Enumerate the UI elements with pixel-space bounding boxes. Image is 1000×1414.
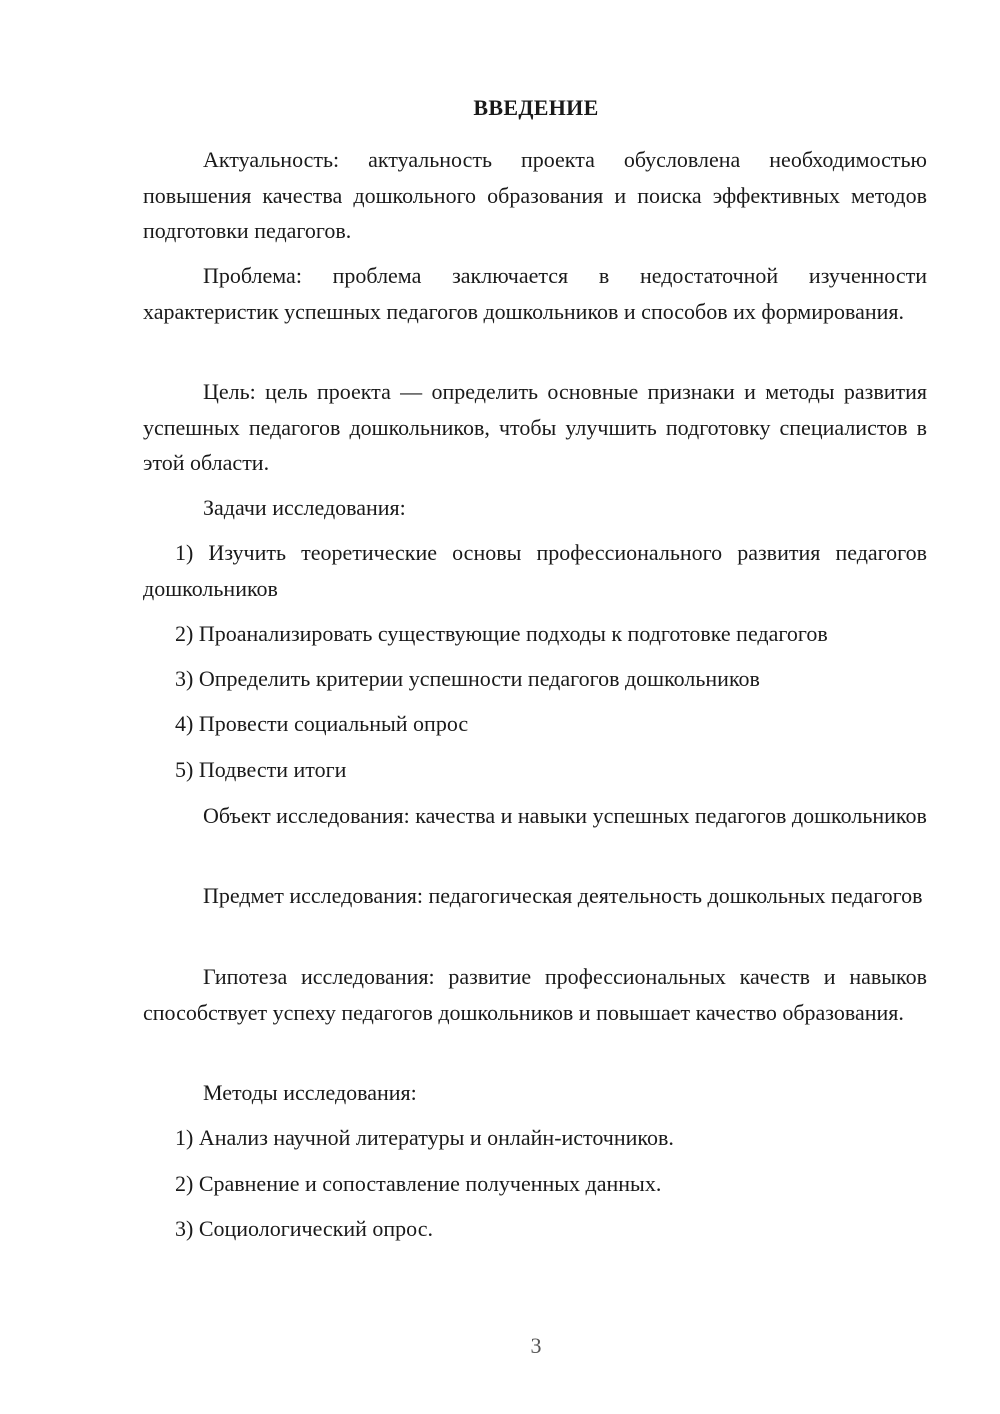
task-item-5: 5) Подвести итоги bbox=[175, 757, 347, 782]
page-number: 3 bbox=[530, 1333, 542, 1358]
hypothesis-paragraph: Гипотеза исследования: развитие профессиональных качеств и навыков способствует успеху педагогов дошкольников и повышает качество образования. bbox=[143, 964, 927, 1025]
goal-paragraph: Цель: цель проекта — определить основные признаки и методы развития успешных педагогов дошкольников, чтобы улучшить подготовку специалистов в этой области. bbox=[143, 379, 927, 475]
task-item-4: 4) Провести социальный опрос bbox=[175, 711, 469, 736]
method-item-1: 1) Анализ научной литературы и онлайн-источников. bbox=[175, 1125, 674, 1150]
method-item-3: 3) Социологический опрос. bbox=[175, 1216, 433, 1241]
page-title: ВВЕДЕНИЕ bbox=[473, 95, 599, 120]
method-item-2: 2) Сравнение и сопоставление полученных данных. bbox=[175, 1171, 662, 1196]
task-item-3: 3) Определить критерии успешности педагогов дошкольников bbox=[175, 666, 760, 691]
task-item-2: 2) Проанализировать существующие подходы к подготовке педагогов bbox=[175, 621, 828, 646]
subject-paragraph: Предмет исследования: педагогическая деятельность дошкольных педагогов bbox=[203, 883, 923, 908]
object-paragraph: Объект исследования: качества и навыки успешных педагогов дошкольников bbox=[203, 803, 927, 828]
relevance-paragraph: Актуальность: актуальность проекта обусловлена необходимостью повышения качества дошкольного образования и поиска эффективных методов подготовки педагогов. bbox=[143, 147, 927, 243]
problem-paragraph: Проблема: проблема заключается в недостаточной изученности характеристик успешных педагогов дошкольников и способов их формирования. bbox=[143, 263, 927, 324]
task-item-1: 1) Изучить теоретические основы профессионального развития педагогов дошкольников bbox=[143, 540, 927, 601]
methods-heading: Методы исследования: bbox=[203, 1080, 417, 1105]
tasks-heading: Задачи исследования: bbox=[203, 495, 406, 520]
